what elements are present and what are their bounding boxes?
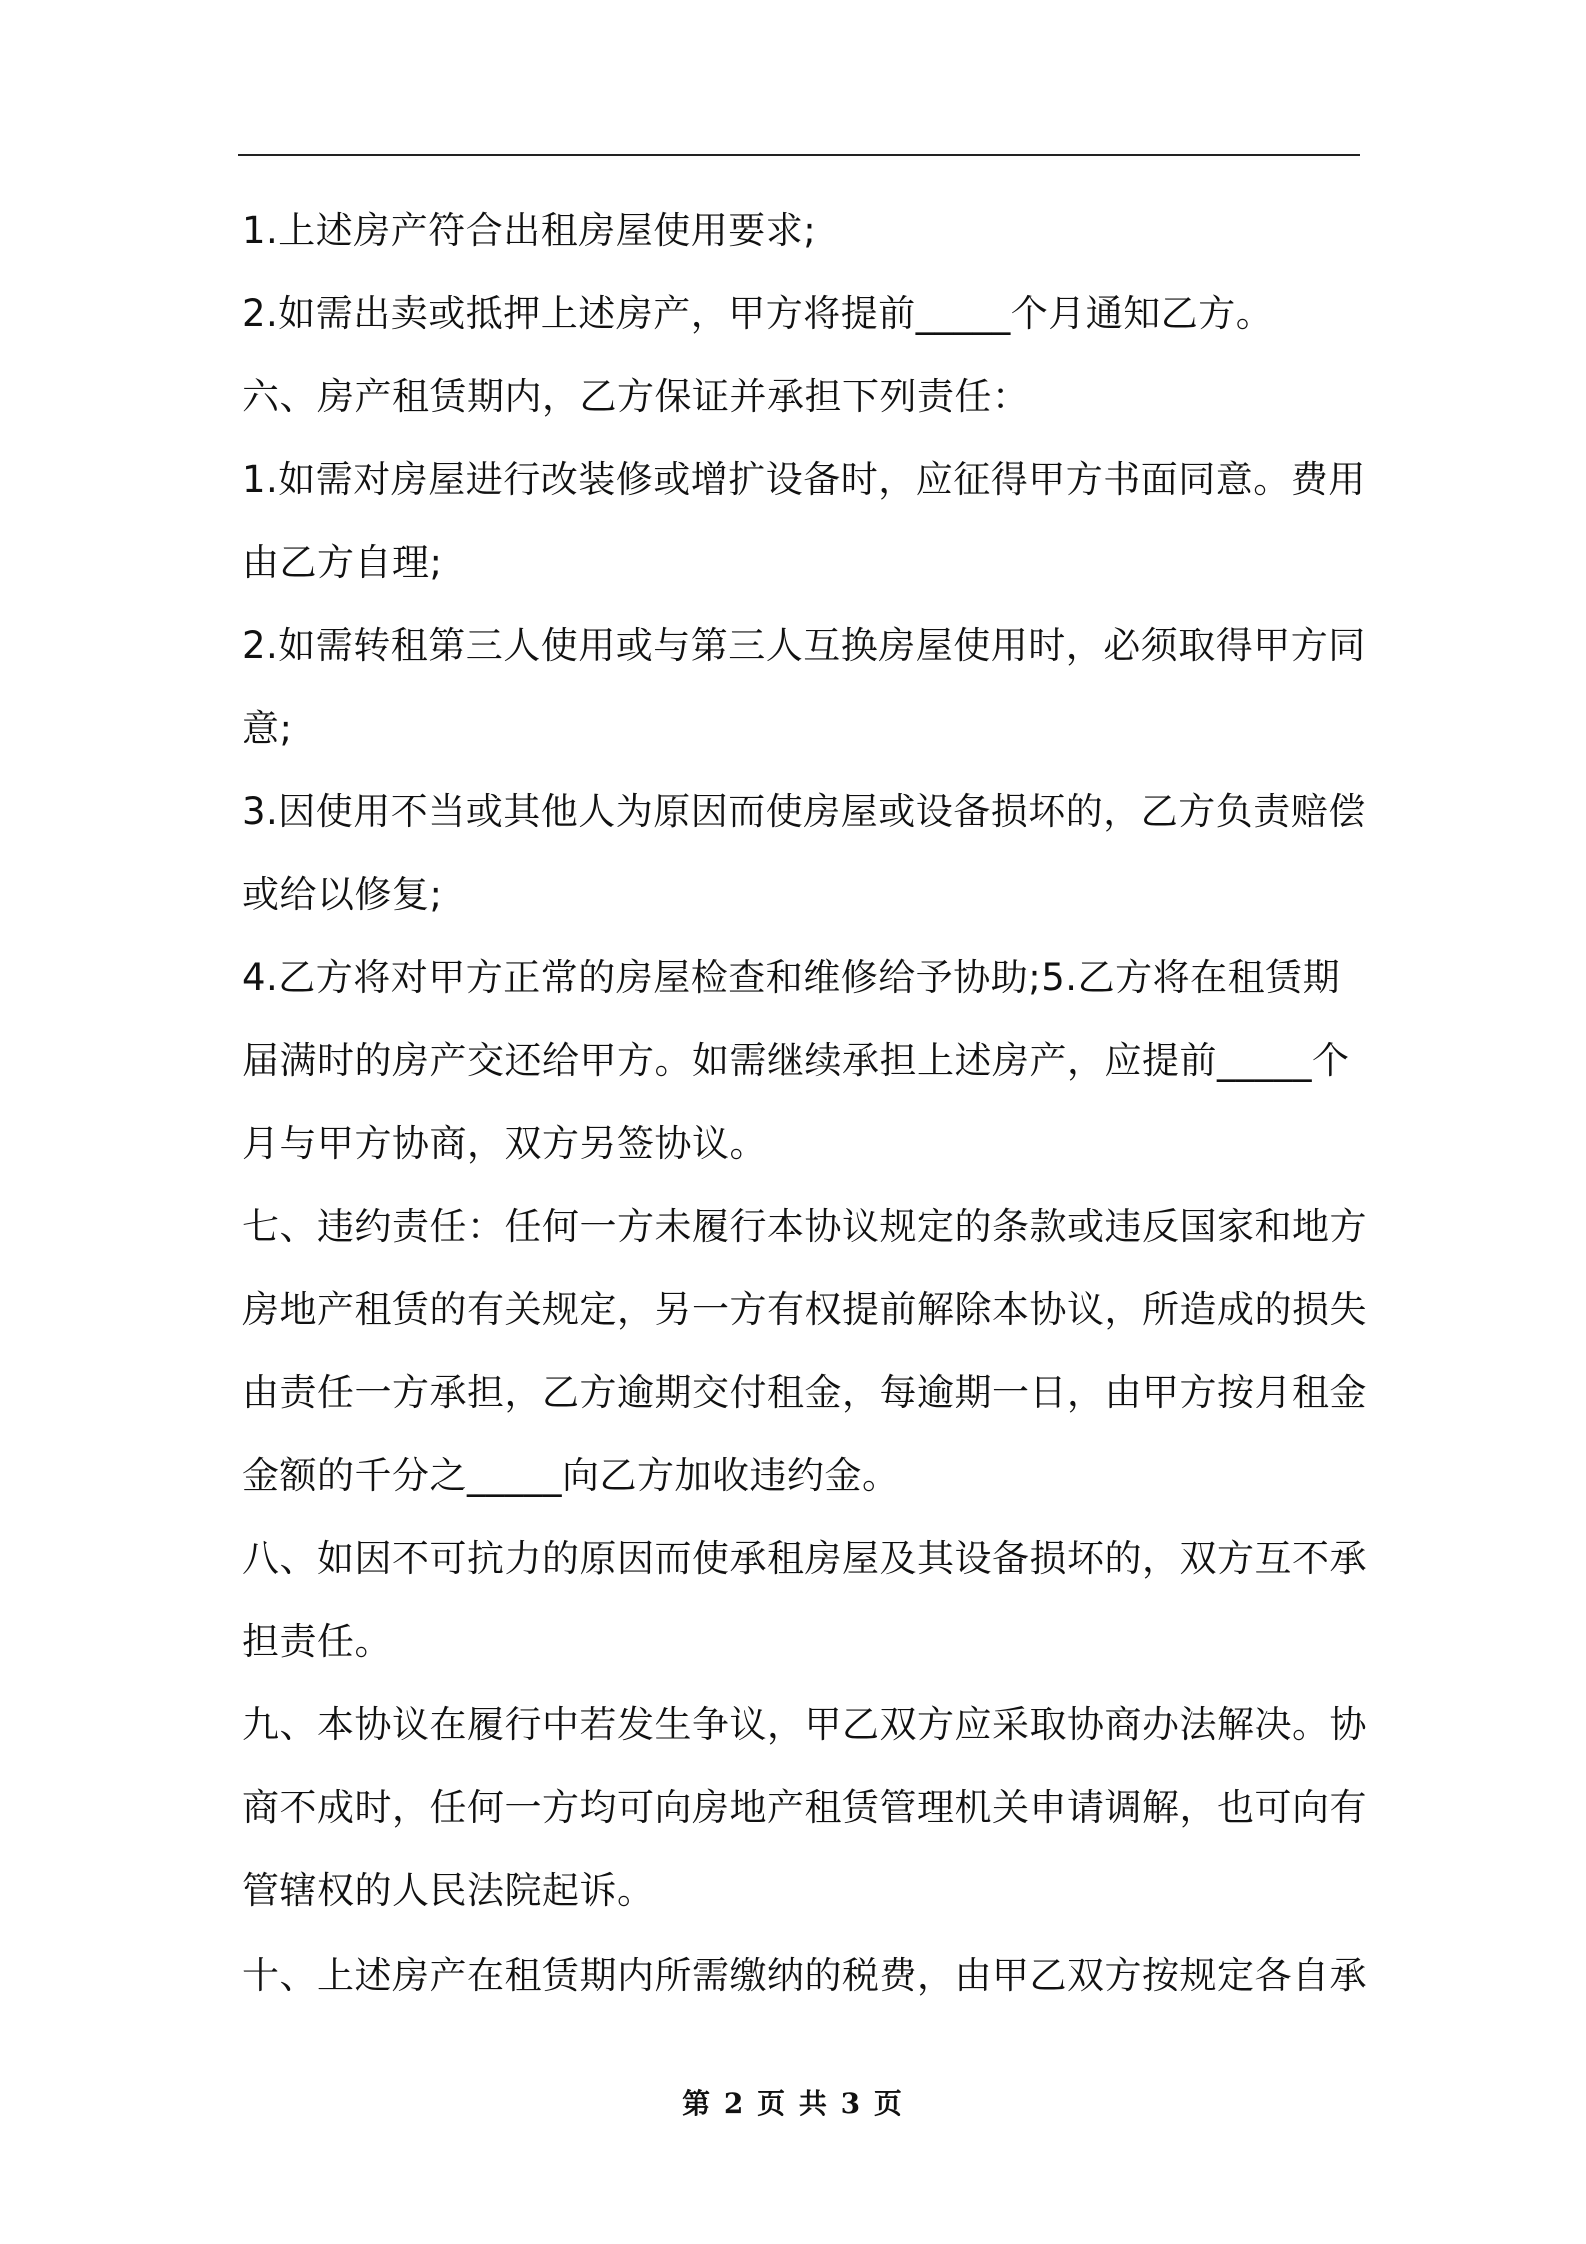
- section-heading: 六、房产租赁期内，乙方保证并承担下列责任：: [242, 375, 1030, 418]
- text-line: 3.因使用不当或其他人为原因而使房屋或设备损坏的，乙方负责赔偿: [242, 790, 1366, 833]
- section-heading: 七、违约责任：任何一方未履行本协议规定的条款或违反国家和地方: [242, 1205, 1367, 1248]
- text-line: 1.如需对房屋进行改装修或增扩设备时，应征得甲方书面同意。费用: [242, 458, 1366, 501]
- text-line: 2.如需出卖或抵押上述房产，甲方将提前_____个月通知乙方。: [242, 292, 1274, 335]
- text-line: 房地产租赁的有关规定，另一方有权提前解除本协议，所造成的损失: [242, 1288, 1367, 1331]
- header-rule: [238, 154, 1360, 156]
- section-heading: 十、上述房产在租赁期内所需缴纳的税费，由甲乙双方按规定各自承: [242, 1954, 1367, 1997]
- section-heading: 八、如因不可抗力的原因而使承租房屋及其设备损坏的，双方互不承: [242, 1537, 1367, 1580]
- page-number: 第 2 页 共 3 页: [682, 2087, 904, 2120]
- text-line: 意;: [242, 707, 293, 750]
- text-line: 担责任。: [242, 1620, 392, 1663]
- text-line: 金额的千分之_____向乙方加收违约金。: [242, 1454, 900, 1497]
- text-line: 或给以修复;: [242, 873, 443, 916]
- text-line: 届满时的房产交还给甲方。如需继续承担上述房产，应提前_____个: [242, 1039, 1350, 1082]
- text-line: 管辖权的人民法院起诉。: [242, 1869, 655, 1912]
- text-line: 4.乙方将对甲方正常的房屋检查和维修给予协助;5.乙方将在租赁期: [242, 956, 1341, 999]
- text-line: 由责任一方承担，乙方逾期交付租金，每逾期一日，由甲方按月租金: [242, 1371, 1367, 1414]
- text-line: 月与甲方协商，双方另签协议。: [242, 1122, 767, 1165]
- text-line: 2.如需转租第三人使用或与第三人互换房屋使用时，必须取得甲方同: [242, 624, 1366, 667]
- text-line: 商不成时，任何一方均可向房地产租赁管理机关申请调解，也可向有: [242, 1786, 1367, 1829]
- text-line: 1.上述房产符合出租房屋使用要求;: [242, 209, 817, 252]
- text-line: 由乙方自理;: [242, 541, 443, 584]
- section-heading: 九、本协议在履行中若发生争议，甲乙双方应采取协商办法解决。协: [242, 1703, 1367, 1746]
